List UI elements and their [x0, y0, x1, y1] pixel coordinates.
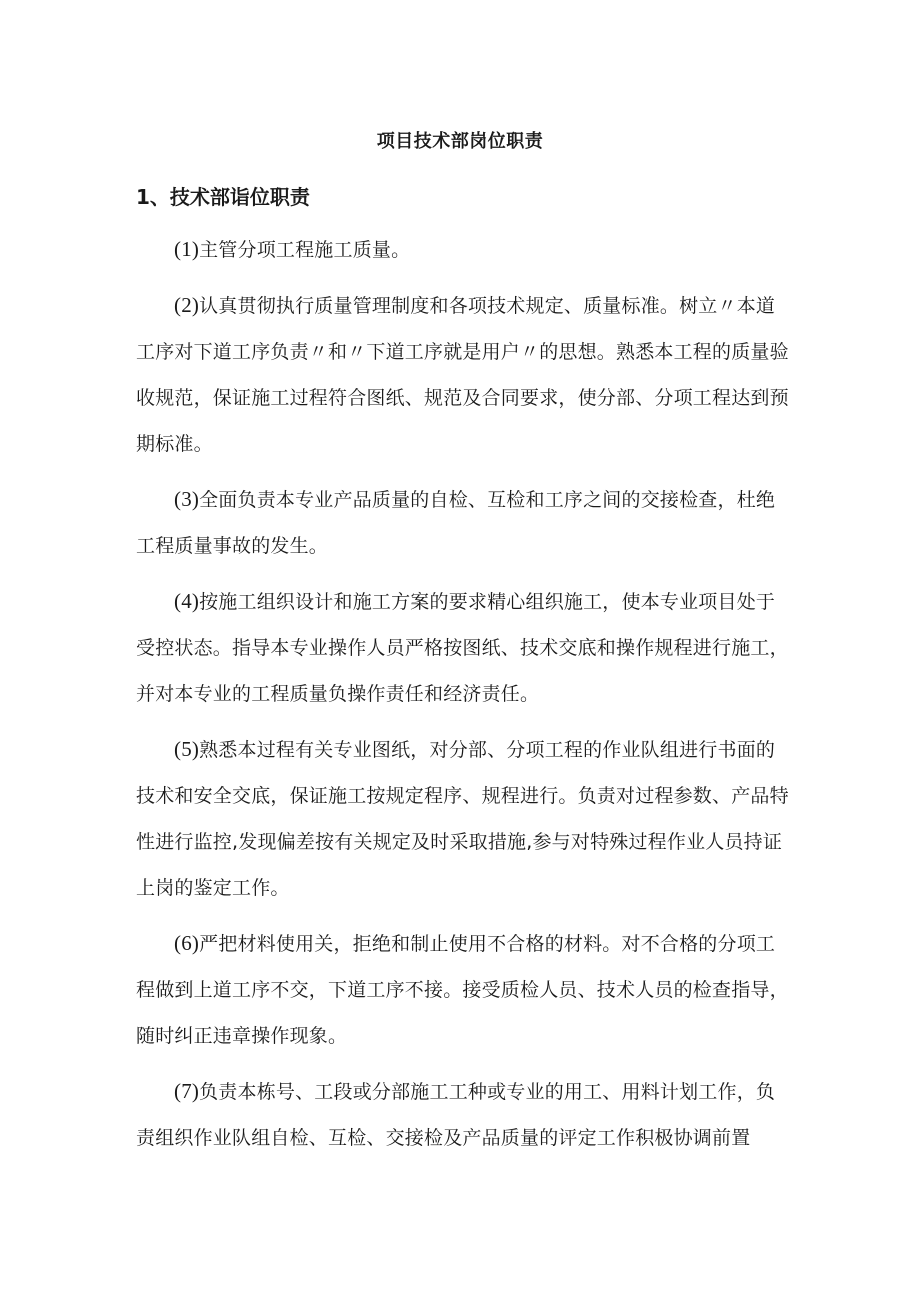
paragraph-number: (4)	[174, 589, 200, 613]
document-body	[136, 226, 792, 1170]
document-title: 项目技术部岗位职责	[376, 131, 544, 152]
paragraph-5	[136, 726, 792, 911]
paragraph-number: (2)	[174, 293, 200, 317]
paragraph-text: 熟悉本过程有关专业图纸，对分部、分项工程的作业队组进行书面的技术和安全交底，保证施工按规定程序、规程进行。负责对过程参数、产品特性进行监控,发现偏差按有关规定及时采取措施,参与对特殊过程作业人员持证上岗的鉴定工作。	[136, 739, 789, 899]
paragraph-7	[136, 1068, 792, 1161]
paragraph-4	[136, 578, 792, 717]
paragraph-text: 主管分项工程施工质量。	[199, 239, 411, 261]
paragraph-text: 全面负责本专业产品质量的自检、互检和工序之间的交接检查，杜绝工程质量事故的发生。	[136, 489, 776, 557]
paragraph-3	[136, 476, 792, 569]
paragraph-text: 负责本栋号、工段或分部施工工种或专业的用工、用料计划工作，负责组织作业队组自检、互检、交接检及产品质量的评定工作积极协调前置	[136, 1081, 776, 1149]
paragraph-1	[136, 226, 792, 273]
paragraph-text: 按施工组织设计和施工方案的要求精心组织施工，使本专业项目处于受控状态。指导本专业操作人员严格按图纸、技术交底和操作规程进行施工，并对本专业的工程质量负操作责任和经济责任。	[136, 591, 789, 705]
paragraph-number: (5)	[174, 737, 200, 761]
paragraph-number: (7)	[174, 1079, 200, 1103]
paragraph-text: 认真贯彻执行质量管理制度和各项技术规定、质量标准。树立〃本道工序对下道工序负责〃和〃下道工序就是用户〃的思想。熟悉本工程的质量验收规范，保证施工过程符合图纸、规范及合同要求，使分部、分项工程达到预期标准。	[136, 295, 789, 455]
paragraph-6	[136, 920, 792, 1059]
paragraph-number: (6)	[174, 931, 200, 955]
paragraph-number: (1)	[174, 237, 200, 261]
paragraph-2	[136, 282, 792, 467]
paragraph-text: 严把材料使用关，拒绝和制止使用不合格的材料。对不合格的分项工程做到上道工序不交，下道工序不接。接受质检人员、技术人员的检查指导，随时纠正违章操作现象。	[136, 933, 789, 1047]
paragraph-number: (3)	[174, 487, 200, 511]
section-heading: 1、技术部诣位职责	[136, 185, 310, 209]
